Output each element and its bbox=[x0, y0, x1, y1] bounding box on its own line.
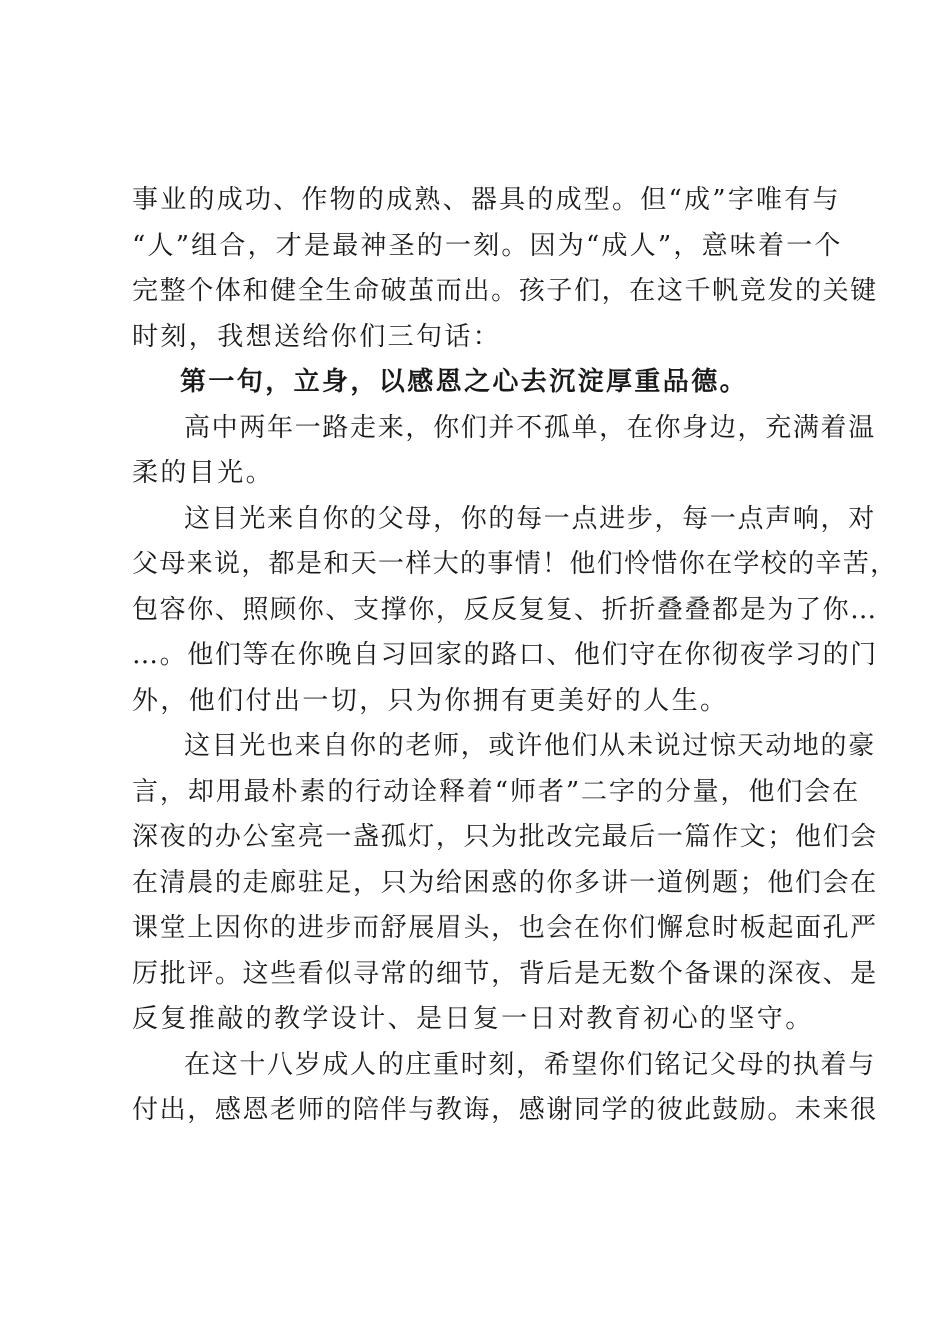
text-line: 深夜的办公室亮一盏孤灯，只为批改完最后一篇作文；他们会 bbox=[132, 822, 878, 852]
text-line: 高中两年一路走来，你们并不孤单，在你身边，充满着温 bbox=[184, 412, 876, 443]
text-line: 这目光也来自你的老师，或许他们从未说过惊天动地的豪 bbox=[184, 731, 876, 761]
paragraph-teachers bbox=[132, 724, 878, 1043]
text-line: 课堂上因你的进步而舒展眉头，也会在你们懈怠时板起面孔严 bbox=[132, 913, 878, 943]
paragraph-coming-of-age bbox=[132, 1043, 878, 1134]
text-line: 言，却用最朴素的行动诠释着“师者”二字的分量，他们会在 bbox=[132, 776, 861, 807]
text-line: 柔的目光。 bbox=[132, 458, 275, 488]
text-line: 完整个体和健全生命破茧而出。孩子们，在这千帆竞发的关键 bbox=[132, 276, 878, 306]
text-line: “人”组合，才是最神圣的一刻。因为“成人”，意味着一个 bbox=[132, 230, 843, 261]
paragraph-intro bbox=[132, 178, 878, 360]
text-line: 这目光来自你的父母，你的每一点进步，每一点声响，对 bbox=[184, 503, 876, 534]
text-line: 包容你、照顾你、支撑你，反反复复、折折叠叠都是为了你… bbox=[132, 594, 878, 625]
text-line: 在这十八岁成人的庄重时刻，希望你们铭记父母的执着与 bbox=[184, 1049, 876, 1080]
heading-line: 第一句，立身，以感恩之心去沉淀厚重品德。 bbox=[180, 367, 749, 397]
text-line: 厉批评。这些看似寻常的细节，背后是无数个备课的深夜、是 bbox=[132, 958, 878, 989]
text-line: 时刻，我想送给你们三句话： bbox=[132, 321, 502, 352]
text-line: 外，他们付出一切，只为你拥有更美好的人生。 bbox=[132, 685, 729, 716]
text-line: 反复推敲的教学设计、是日复一日对教育初心的坚守。 bbox=[132, 1004, 814, 1034]
text-line: 父母来说，都是和天一样大的事情！他们怜惜你在学校的辛苦， bbox=[132, 549, 898, 579]
text-line: 在清晨的走廊驻足，只为给困惑的你多讲一道例题；他们会在 bbox=[132, 867, 878, 898]
document-body bbox=[132, 178, 898, 1134]
text-line: 事业的成功、作物的成熟、器具的成型。但“成”字唯有与 bbox=[132, 185, 841, 215]
text-line: …。他们等在你晚自习回家的路口、他们守在你彻夜学习的门 bbox=[132, 640, 878, 670]
section-heading bbox=[132, 360, 832, 406]
text-line: 付出，感恩老师的陪伴与教诲，感谢同学的彼此鼓励。未来很 bbox=[132, 1095, 878, 1125]
paragraph-gaze bbox=[132, 406, 876, 497]
paragraph-parents bbox=[132, 497, 898, 725]
